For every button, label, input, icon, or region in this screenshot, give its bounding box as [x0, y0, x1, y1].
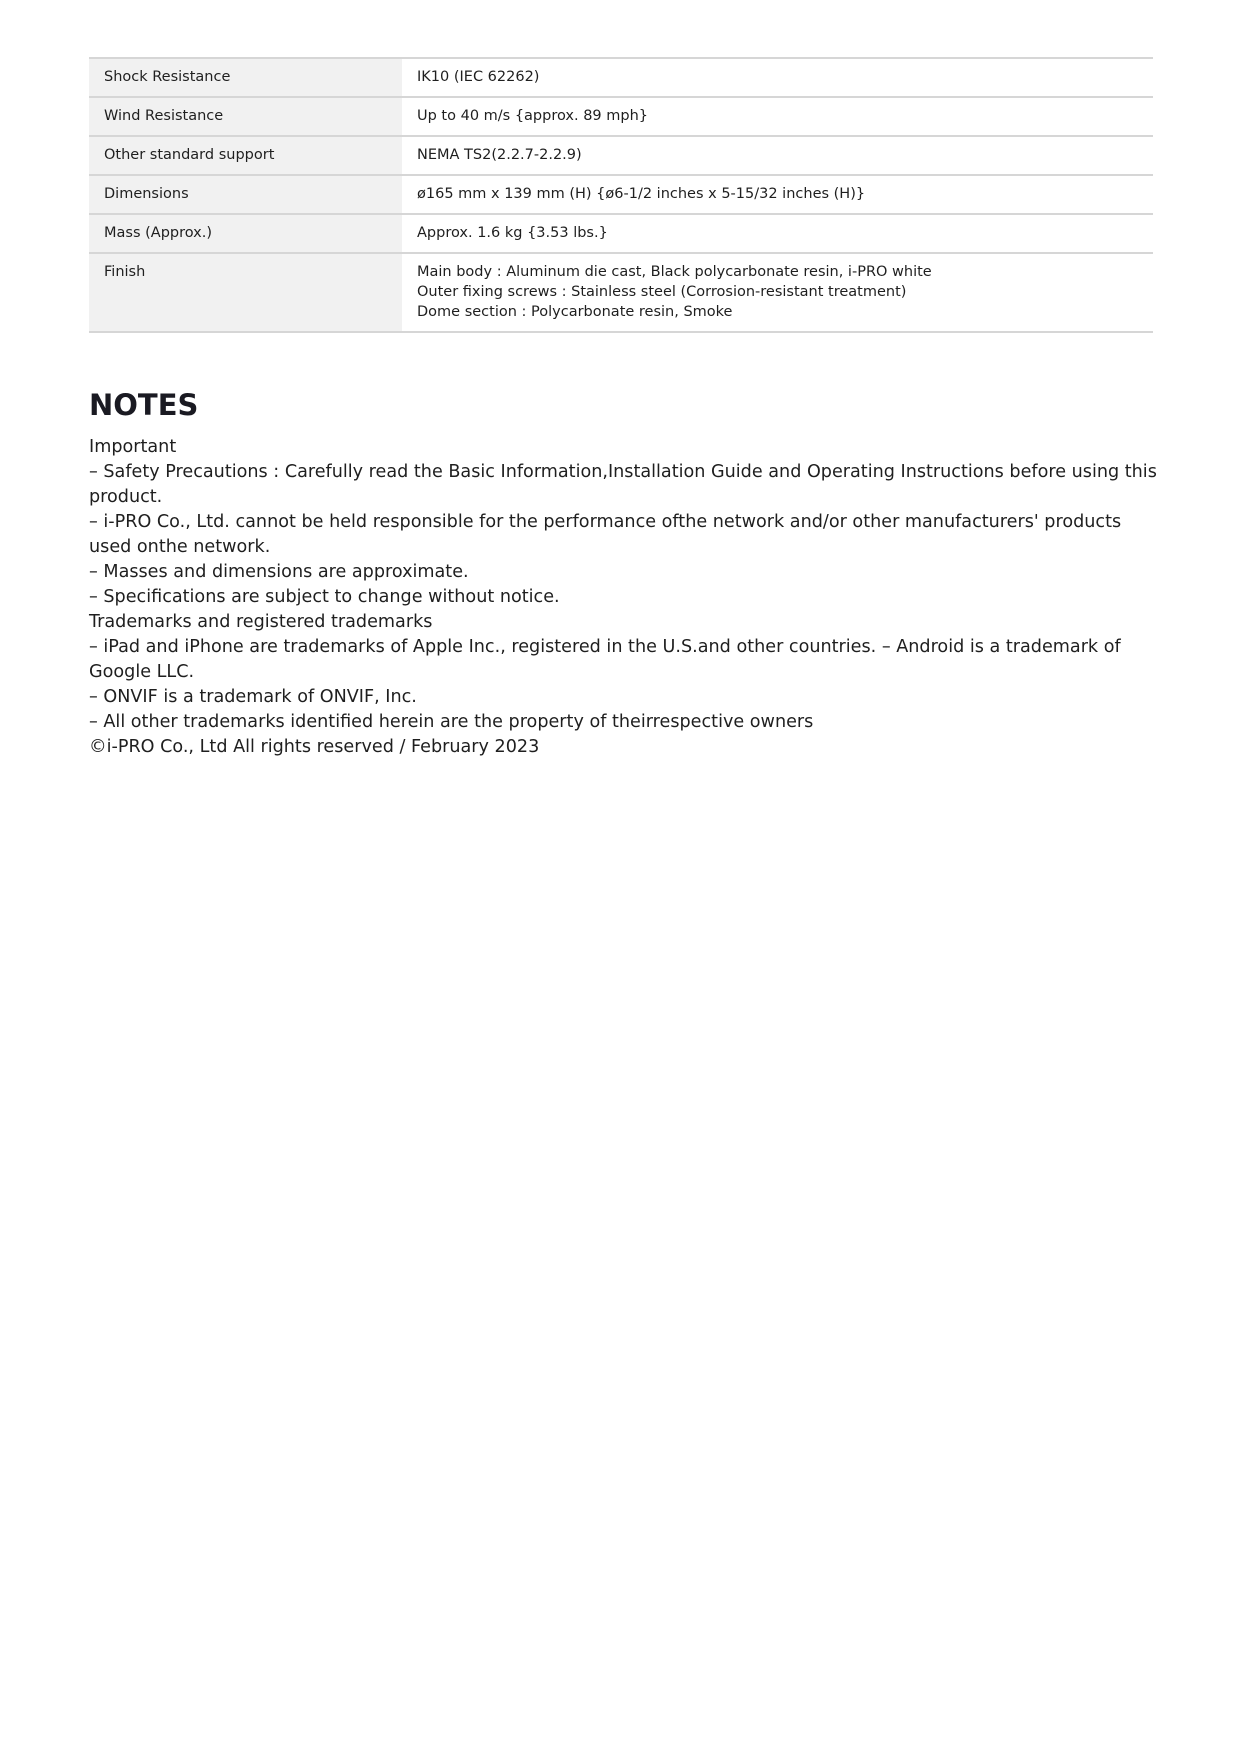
notes-line: – Masses and dimensions are approximate. — [89, 562, 469, 582]
table-row — [89, 214, 1153, 253]
spec-value-line: Dome section : Polycarbonate resin, Smoke — [417, 304, 733, 320]
notes-title: NOTES — [89, 388, 199, 422]
notes-line: – iPad and iPhone are trademarks of Apple Inc., registered in the U.S.and other countries. – Android is a trademark of Google LLC. — [89, 637, 1121, 682]
notes-section — [89, 385, 1169, 760]
spec-value-line: Up to 40 m/s {approx. 89 mph} — [417, 108, 649, 124]
spec-value — [402, 214, 1153, 253]
notes-line: – Specifications are subject to change without notice. — [89, 587, 560, 607]
spec-value-line: NEMA TS2(2.2.7-2.2.9) — [417, 147, 582, 163]
spec-value-line: IK10 (IEC 62262) — [417, 69, 540, 85]
spec-label: Dimensions — [89, 175, 402, 214]
spec-value — [402, 175, 1153, 214]
spec-value-line: Main body : Aluminum die cast, Black polycarbonate resin, i-PRO white — [417, 264, 932, 280]
table-row — [89, 97, 1153, 136]
spec-label: Other standard support — [89, 136, 402, 175]
spec-value-line: Approx. 1.6 kg {3.53 lbs.} — [417, 225, 608, 241]
spec-label: Finish — [89, 253, 402, 332]
spec-value-line: ø165 mm x 139 mm (H) {ø6-1/2 inches x 5-15/32 inches (H)} — [417, 186, 866, 202]
notes-line: – Safety Precautions : Carefully read the Basic Information,Installation Guide and Operating Instructions before using this product. — [89, 462, 1157, 507]
table-row — [89, 58, 1153, 97]
notes-line: – i-PRO Co., Ltd. cannot be held responsible for the performance ofthe network and/or other manufacturers' products used onthe network. — [89, 512, 1122, 557]
notes-line: Important — [89, 437, 177, 457]
spec-label: Shock Resistance — [89, 58, 402, 97]
notes-line: – All other trademarks identified herein are the property of theirrespective owners — [89, 712, 814, 732]
spec-value — [402, 253, 1153, 332]
notes-line: Trademarks and registered trademarks — [89, 612, 433, 632]
notes-line: ©i-PRO Co., Ltd All rights reserved / February 2023 — [89, 737, 540, 757]
spec-label: Wind Resistance — [89, 97, 402, 136]
table-row — [89, 253, 1153, 332]
spec-value — [402, 136, 1153, 175]
table-row — [89, 175, 1153, 214]
specifications-table-body — [89, 58, 1153, 332]
spec-value-line: Outer fixing screws : Stainless steel (Corrosion-resistant treatment) — [417, 284, 907, 300]
spec-value — [402, 58, 1153, 97]
table-row — [89, 136, 1153, 175]
specifications-table — [89, 57, 1153, 333]
spec-value — [402, 97, 1153, 136]
notes-body — [89, 435, 1169, 760]
spec-label: Mass (Approx.) — [89, 214, 402, 253]
notes-line: – ONVIF is a trademark of ONVIF, Inc. — [89, 687, 417, 707]
